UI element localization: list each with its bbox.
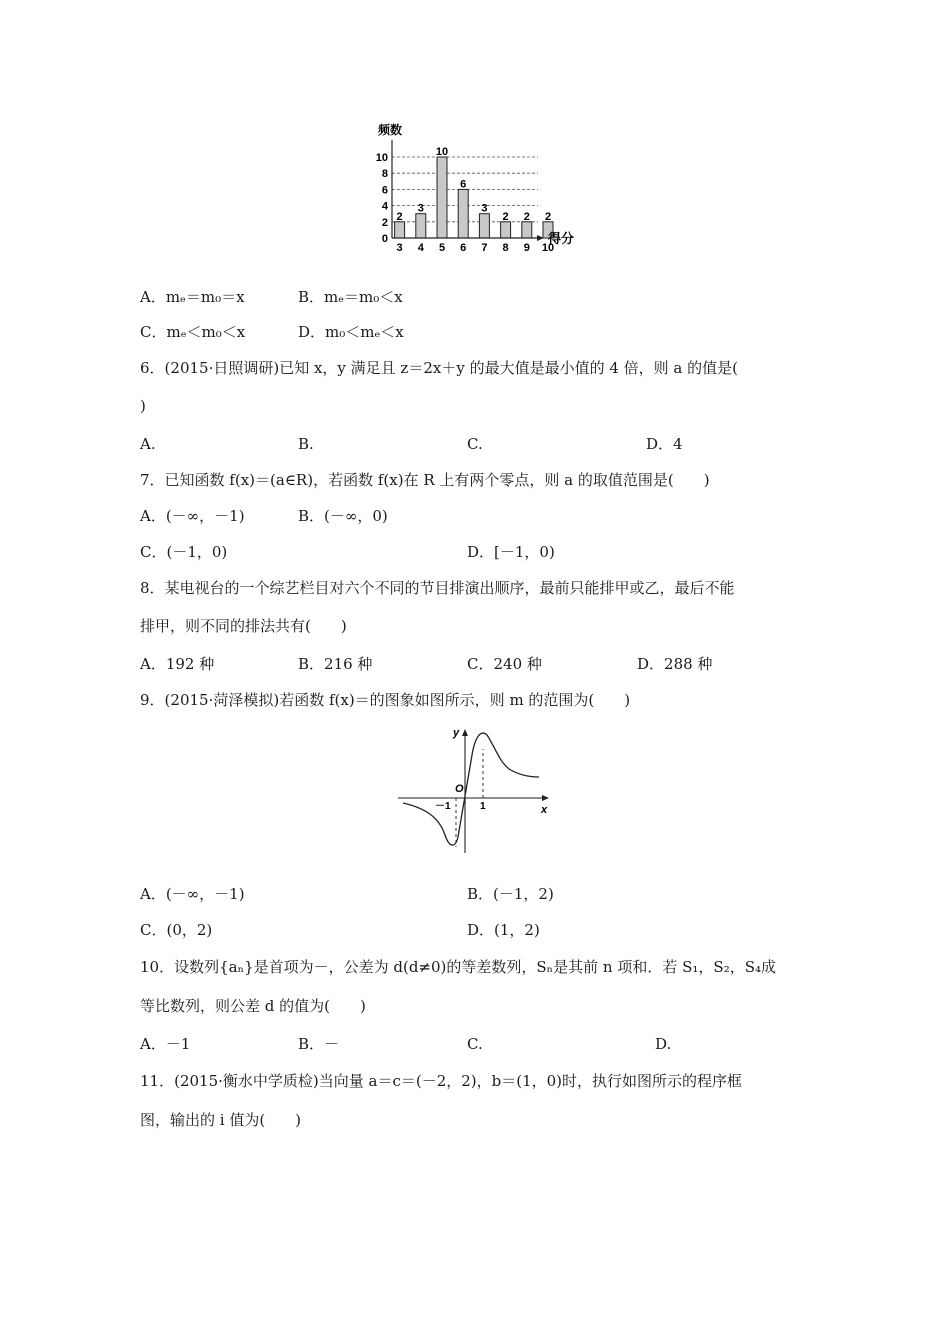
q7-stem: 7．已知函数 f(x)＝(a∈R)，若函数 f(x)在 R 上有两个零点，则 a 的取值范围是( ): [140, 471, 710, 489]
q7-option-a: A．(－∞，－1): [140, 507, 245, 525]
graph-x-label: x: [541, 804, 548, 816]
function-curve: [403, 733, 539, 845]
q8-stem-line2: 排甲，则不同的排法共有( ): [140, 617, 347, 635]
x-tick-label: 5: [438, 242, 446, 254]
q6-option-d: D．4: [646, 435, 683, 453]
q6-stem-line2: ): [140, 397, 146, 415]
x-tick-label: 6: [460, 242, 467, 254]
q8-option-d: D．288 种: [637, 655, 713, 673]
q6-option-b: B.: [298, 435, 314, 453]
q5-option-a: A．mₑ＝m₀＝x: [140, 288, 245, 306]
q8-option-c: C．240 种: [467, 655, 542, 673]
bar-value-label: 3: [417, 202, 424, 215]
y-tick-label: 2: [381, 216, 388, 229]
q9-option-c: C．(0，2): [140, 921, 213, 939]
bar-value-label: 2: [396, 210, 403, 223]
bar-value-label: 10: [435, 146, 449, 158]
x-tick-label: 10: [541, 242, 555, 254]
q5-option-d: D．m₀＜mₑ＜x: [298, 323, 404, 341]
y-tick-label: 0: [381, 233, 388, 245]
q5-option-b: B．mₑ＝m₀＜x: [298, 288, 403, 306]
q6-option-c: C.: [467, 435, 483, 453]
bar: [437, 157, 447, 238]
graph-tick-pos1: 1: [480, 801, 486, 812]
q7-option-d: D．[－1，0): [467, 543, 555, 561]
q5-option-c: C．mₑ＜m₀＜x: [140, 323, 246, 341]
bar: [395, 222, 405, 238]
x-tick-label: 8: [502, 242, 509, 254]
y-axis-label: 频数: [378, 123, 403, 137]
bar: [479, 214, 489, 238]
x-tick-label: 3: [396, 242, 403, 254]
bar: [416, 214, 426, 238]
bar-value-label: 3: [481, 202, 488, 215]
q9-option-a: A．(－∞，－1): [140, 885, 245, 903]
bar: [458, 189, 468, 238]
bar-value-label: 2: [523, 210, 530, 223]
q10-stem-line2: 等比数列，则公差 d 的值为( ): [140, 997, 366, 1015]
graph-y-label: y: [453, 727, 460, 739]
graph-y-arrow: [462, 729, 468, 736]
y-tick-label: 10: [375, 152, 388, 164]
q6-option-a: A.: [140, 435, 156, 453]
q9-stem: 9．(2015·菏泽模拟)若函数 f(x)＝的图象如图所示，则 m 的范围为( ): [140, 691, 631, 709]
q10-option-a: A．－1: [140, 1035, 191, 1053]
q11-stem-line2: 图，输出的 i 值为( ): [140, 1111, 302, 1129]
q8-stem-line1: 8．某电视台的一个综艺栏目对六个不同的节目排演出顺序，最前只能排甲或乙，最后不能: [140, 579, 735, 597]
y-tick-label: 8: [381, 168, 388, 181]
y-tick-label: 6: [381, 184, 388, 197]
q7-option-b: B．(－∞，0): [298, 507, 388, 525]
q8-option-a: A．192 种: [140, 655, 215, 673]
graph-origin-label: O: [455, 783, 464, 795]
q11-stem-line1: 11．(2015·衡水中学质检)当向量 a＝c＝(－2，2)，b＝(1，0)时，执行如图所示的程序框: [140, 1072, 743, 1090]
graph-x-arrow: [542, 795, 549, 801]
q10-option-d: D.: [655, 1035, 672, 1053]
score-frequency-bar-chart: [360, 120, 590, 260]
q10-stem-line1: 10．设数列{aₙ}是首项为－，公差为 d(d≠0)的等差数列，Sₙ是其前 n 项和．若 S₁，S₂，S₄成: [140, 958, 776, 976]
graph-tick-neg1: －1: [435, 801, 451, 812]
q10-option-c: C.: [467, 1035, 483, 1053]
x-tick-label: 7: [481, 242, 488, 254]
q9-option-d: D．(1，2): [467, 921, 540, 939]
x-tick-label: 4: [417, 242, 424, 254]
x-tick-label: 9: [523, 242, 530, 254]
q7-option-c: C．(－1，0): [140, 543, 228, 561]
bar-value-label: 2: [544, 210, 552, 223]
bar-value-label: 6: [460, 178, 467, 191]
bar-value-label: 2: [502, 210, 509, 223]
bar: [501, 222, 511, 238]
q6-stem-line1: 6．(2015·日照调研)已知 x，y 满足且 z＝2x＋y 的最大值是最小值的 4 倍，则 a 的值是(: [140, 359, 738, 377]
x-axis-label: 得分: [548, 231, 575, 246]
q8-option-b: B．216 种: [298, 655, 373, 673]
q9-option-b: B．(－1，2): [467, 885, 554, 903]
bar: [522, 222, 532, 238]
q9-function-graph: [395, 725, 560, 855]
y-tick-label: 4: [381, 200, 388, 213]
q10-option-b: B．－: [298, 1035, 340, 1053]
